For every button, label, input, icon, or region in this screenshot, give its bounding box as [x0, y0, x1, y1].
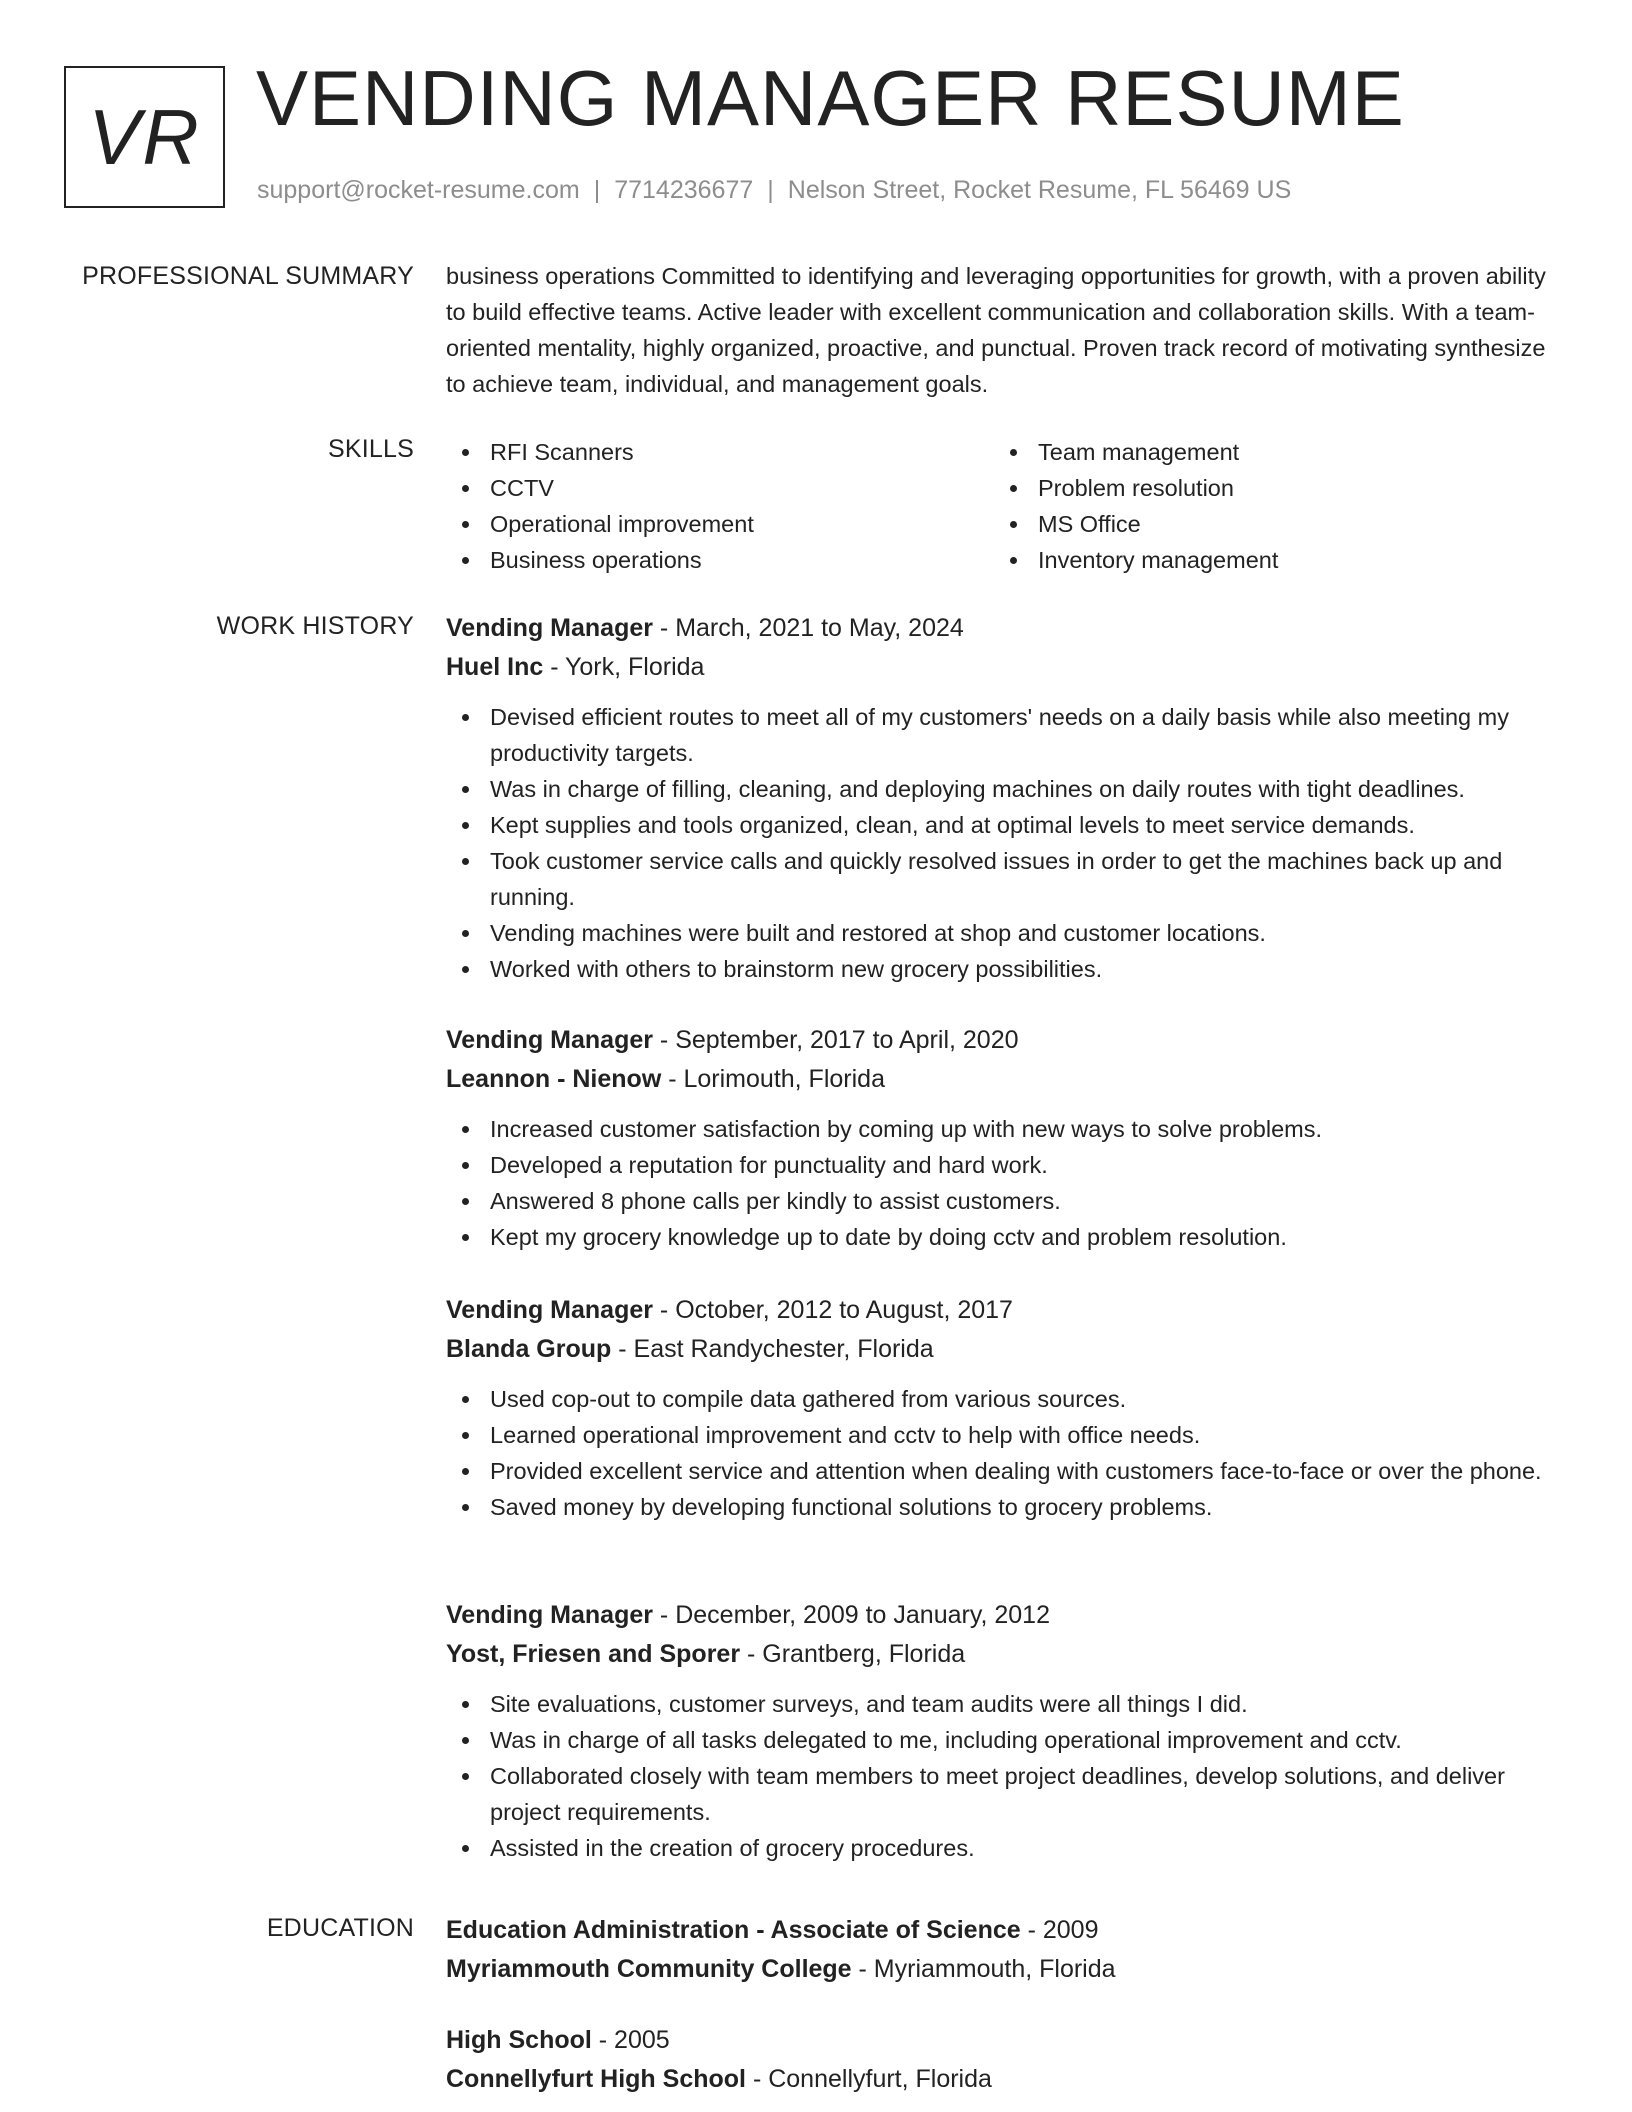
- contact-phone[interactable]: 7714236677: [614, 176, 754, 204]
- education-location: - Myriammouth, Florida: [851, 1955, 1116, 1983]
- education-degree-line: [446, 1911, 1566, 1950]
- skill-item: Problem resolution: [994, 470, 1542, 506]
- job-duty: Used cop-out to compile data gathered from various sources.: [446, 1381, 1566, 1417]
- job-role-line: [446, 609, 1566, 648]
- education-entry: [446, 2021, 1566, 2099]
- job-company: Blanda Group: [446, 1335, 612, 1363]
- job-location: - East Randychester, Florida: [611, 1335, 934, 1363]
- job-location: - Grantberg, Florida: [740, 1640, 966, 1668]
- job-role-line: [446, 1291, 1566, 1330]
- skill-item: Business operations: [446, 542, 994, 578]
- resume-title: VENDING MANAGER RESUME: [256, 54, 1405, 142]
- job-dates: - September, 2017 to April, 2020: [652, 1026, 1019, 1054]
- skill-item: Inventory management: [994, 542, 1542, 578]
- job-duty: Site evaluations, customer surveys, and team audits were all things I did.: [446, 1686, 1566, 1722]
- job-location: - York, Florida: [543, 653, 705, 681]
- monogram-initials: VR: [88, 93, 201, 181]
- skill-item: Team management: [994, 434, 1542, 470]
- skill-item: MS Office: [994, 506, 1542, 542]
- education-entry: [446, 1911, 1566, 1989]
- job-company: Huel Inc: [446, 653, 544, 681]
- job-role: Vending Manager: [446, 1601, 653, 1629]
- job-duty: Answered 8 phone calls per kindly to assist customers.: [446, 1183, 1566, 1219]
- job-company: Yost, Friesen and Sporer: [446, 1640, 741, 1668]
- work-history-heading: WORK HISTORY: [216, 612, 414, 640]
- job-role-line: [446, 1021, 1566, 1060]
- job-duties: [446, 1381, 1566, 1525]
- summary-text: business operations Committed to identifying and leveraging opportunities for growth, with a proven ability to build effective teams. Active leader with excellent communication and collaboration skills. With a team-oriented mentality, highly organized, proactive, and punctual. Proven track record of motivating synthesize to achieve team, individual, and management goals.: [446, 263, 1546, 397]
- education-school-line: [446, 1950, 1566, 1989]
- job-dates: - December, 2009 to January, 2012: [652, 1601, 1050, 1629]
- education-school-line: [446, 2060, 1566, 2099]
- education-heading: EDUCATION: [266, 1914, 414, 1942]
- job-role-line: [446, 1596, 1566, 1635]
- job-entry: [446, 609, 1566, 987]
- job-duty: Provided excellent service and attention when dealing with customers face-to-face or over the phone.: [446, 1453, 1566, 1489]
- job-duty: Kept supplies and tools organized, clean, and at optimal levels to meet service demands.: [446, 807, 1566, 843]
- contact-address: Nelson Street, Rocket Resume, FL 56469 US: [787, 176, 1292, 204]
- job-duty: Was in charge of filling, cleaning, and deploying machines on daily routes with tight deadlines.: [446, 771, 1566, 807]
- job-company-line: [446, 1060, 1566, 1099]
- education-degree-line: [446, 2021, 1566, 2060]
- job-duty: Increased customer satisfaction by coming up with new ways to solve problems.: [446, 1111, 1566, 1147]
- job-duty: Collaborated closely with team members to meet project deadlines, develop solutions, and deliver project requirements.: [446, 1758, 1566, 1830]
- job-entry: [446, 1291, 1566, 1525]
- skill-item: Operational improvement: [446, 506, 994, 542]
- job-duty: Vending machines were built and restored at shop and customer locations.: [446, 915, 1566, 951]
- job-duty: Took customer service calls and quickly resolved issues in order to get the machines back up and running.: [446, 843, 1566, 915]
- job-company-line: [446, 648, 1566, 687]
- job-duty: Saved money by developing functional solutions to grocery problems.: [446, 1489, 1566, 1525]
- job-duties: [446, 699, 1566, 987]
- job-location: - Lorimouth, Florida: [661, 1065, 885, 1093]
- job-duty: Devised efficient routes to meet all of my customers' needs on a daily basis while also meeting my productivity targets.: [446, 699, 1566, 771]
- education-location: - Connellyfurt, Florida: [746, 2065, 992, 2093]
- job-duty: Was in charge of all tasks delegated to me, including operational improvement and cctv.: [446, 1722, 1566, 1758]
- summary-body: [446, 258, 1566, 402]
- skill-item: CCTV: [446, 470, 994, 506]
- skills-heading: SKILLS: [328, 435, 414, 463]
- job-duty: Developed a reputation for punctuality and hard work.: [446, 1147, 1566, 1183]
- job-duty: Assisted in the creation of grocery procedures.: [446, 1830, 1566, 1866]
- job-dates: - March, 2021 to May, 2024: [652, 614, 964, 642]
- skill-item: RFI Scanners: [446, 434, 994, 470]
- contact-separator: |: [593, 176, 601, 204]
- education-school: Connellyfurt High School: [446, 2065, 746, 2093]
- job-role: Vending Manager: [446, 1026, 653, 1054]
- education-degree: High School: [446, 2026, 592, 2054]
- monogram-box: [64, 66, 225, 208]
- job-company-line: [446, 1635, 1566, 1674]
- job-entry: [446, 1021, 1566, 1255]
- job-duties: [446, 1111, 1566, 1255]
- contact-email[interactable]: support@rocket-resume.com: [257, 176, 580, 204]
- summary-heading: PROFESSIONAL SUMMARY: [82, 262, 414, 290]
- job-role: Vending Manager: [446, 1296, 653, 1324]
- education-degree: Education Administration - Associate of Science: [446, 1916, 1021, 1944]
- job-entry: [446, 1596, 1566, 1866]
- education-school: Myriammouth Community College: [446, 1955, 852, 1983]
- job-duty: Kept my grocery knowledge up to date by doing cctv and problem resolution.: [446, 1219, 1566, 1255]
- job-duties: [446, 1686, 1566, 1866]
- education-year: - 2005: [591, 2026, 670, 2054]
- job-duty: Learned operational improvement and cctv to help with office needs.: [446, 1417, 1566, 1453]
- skills-column-right: [994, 434, 1542, 578]
- job-company-line: [446, 1330, 1566, 1369]
- education-year: - 2009: [1020, 1916, 1099, 1944]
- contact-line: [257, 176, 1291, 205]
- job-role: Vending Manager: [446, 614, 653, 642]
- job-dates: - October, 2012 to August, 2017: [652, 1296, 1013, 1324]
- job-company: Leannon - Nienow: [446, 1065, 662, 1093]
- contact-separator: |: [767, 176, 774, 204]
- job-duty: Worked with others to brainstorm new grocery possibilities.: [446, 951, 1566, 987]
- skills-grid: [446, 434, 1566, 578]
- skills-column-left: [446, 434, 994, 578]
